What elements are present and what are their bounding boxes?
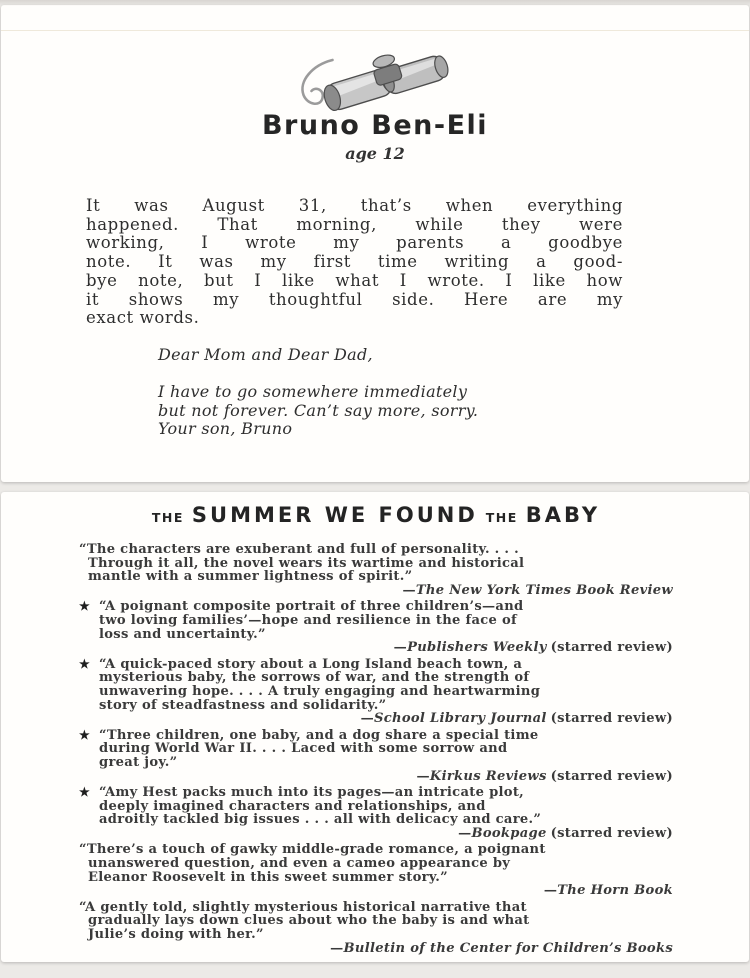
quote-line-text: unwavering hope. . . . A truly engaging and heartwarming	[99, 683, 541, 699]
review-quote	[79, 901, 673, 955]
binoculars-illustration	[293, 45, 458, 119]
quote-line-text: “There’s a touch of gawky middle-grade romance, a poignant	[79, 842, 546, 858]
quote-line-text: “A poignant composite portrait of three children’s—and	[99, 599, 524, 615]
quote-line-text: “Three children, one baby, and a dog share a special time	[99, 727, 539, 743]
review-quote	[79, 843, 673, 897]
quote-line-text: Eleanor Roosevelt in this sweet summer story.”	[88, 869, 448, 885]
quote-attribution	[79, 942, 673, 956]
star-icon: ★	[79, 599, 91, 614]
quote-line	[79, 671, 673, 685]
quote-attribution	[79, 584, 673, 598]
page-scan-edge	[1, 30, 749, 31]
attribution-dash: —	[458, 825, 472, 841]
top-shadow	[0, 0, 750, 6]
attribution-source: Publishers Weekly	[407, 640, 547, 656]
book-title	[1, 503, 749, 527]
attribution-source: Bookpage	[471, 825, 547, 841]
quote-line-text: “A quick-paced story about a Long Island beach town, a	[99, 656, 523, 672]
quote-line	[79, 658, 673, 672]
quote-line-text: gradually lays down clues about who the baby is and what	[88, 913, 530, 929]
page-card-chapter	[1, 5, 749, 482]
chapter-subtitle: age 12	[345, 144, 405, 163]
paragraph-line: It was August 31, that’s when everything	[86, 196, 623, 215]
quote-lines	[79, 600, 673, 641]
quote-line-text: Julie’s doing with her.”	[88, 927, 264, 943]
attribution-dash: —	[402, 582, 416, 598]
letter-line: I have to go somewhere immediately	[158, 382, 468, 402]
paragraph-line: exact words.	[86, 308, 200, 328]
paragraph-line: working, I wrote my parents a goodbye	[86, 233, 623, 253]
quote-line	[79, 685, 673, 699]
quote-line-text: Through it all, the novel wears its wartime and historical	[88, 555, 525, 571]
paragraph-line: note. It was my first time writing a good-	[86, 252, 623, 272]
review-quotes	[79, 543, 673, 955]
quote-lines	[79, 843, 673, 884]
quote-attribution	[79, 641, 673, 655]
quote-line	[79, 600, 673, 614]
quote-line-text: during World War II. . . . Laced with some sorrow and	[99, 741, 508, 757]
quote-attribution	[79, 884, 673, 898]
attribution-suffix: (starred review)	[550, 768, 673, 784]
quote-lines	[79, 729, 673, 770]
attribution-dash: —	[416, 768, 430, 784]
star-icon: ★	[79, 656, 91, 671]
quote-line	[79, 628, 673, 642]
quote-lines	[79, 901, 673, 942]
quote-attribution	[79, 827, 673, 841]
quote-line-text: great joy.”	[99, 754, 178, 770]
quote-line	[79, 543, 673, 557]
goodbye-note	[158, 346, 478, 439]
attribution-suffix: (starred review)	[550, 711, 673, 727]
chapter-paragraph	[86, 197, 623, 328]
quote-line-text: “A gently told, slightly mysterious historical narrative that	[79, 899, 527, 915]
quote-line	[79, 786, 673, 800]
attribution-source: Bulletin of the Center for Children’s Books	[343, 940, 673, 956]
quote-line	[79, 871, 673, 885]
review-quote	[79, 786, 673, 840]
chapter-title: Bruno Ben-Eli	[261, 110, 489, 141]
book-title-part: THE	[485, 510, 518, 525]
quote-line	[79, 699, 673, 713]
quote-line-text: deeply imagined characters and relationships, and	[99, 798, 486, 814]
attribution-source: Kirkus Reviews	[429, 768, 547, 784]
quote-line-text: story of steadfastness and solidarity.”	[99, 697, 387, 713]
review-quote	[79, 600, 673, 654]
review-quote	[79, 658, 673, 726]
quote-line	[79, 729, 673, 743]
quote-line-text: unanswered question, and even a cameo appearance by	[88, 856, 511, 872]
quote-attribution	[79, 712, 673, 726]
letter-line: but not forever. Can’t say more, sorry.	[158, 400, 479, 420]
book-title-part: BABY	[525, 503, 601, 527]
quote-line	[79, 614, 673, 628]
book-title-part: SUMMER WE FOUND	[191, 503, 478, 527]
attribution-dash: —	[360, 711, 374, 727]
star-icon: ★	[79, 727, 91, 742]
quote-lines	[79, 658, 673, 712]
attribution-source: The New York Times Book Review	[415, 582, 673, 598]
quote-line	[79, 901, 673, 915]
quote-line	[79, 570, 673, 584]
quote-line	[79, 756, 673, 770]
quote-line-text: “The characters are exuberant and full of personality. . . .	[79, 542, 519, 557]
quote-line-text: mysterious baby, the sorrows of war, and the strength of	[99, 670, 530, 686]
letter-body	[158, 383, 478, 439]
attribution-dash: —	[393, 640, 408, 656]
review-quote	[79, 543, 673, 597]
quote-line	[79, 857, 673, 871]
quote-line-text: adroitly tackled big issues . . . all with delicacy and care.”	[99, 812, 542, 828]
quote-line	[79, 800, 673, 814]
page-card-praise	[1, 492, 749, 962]
quote-lines	[79, 543, 673, 584]
paragraph-line: it shows my thoughtful side. Here are my	[86, 289, 623, 309]
star-icon: ★	[79, 785, 91, 800]
review-quote	[79, 729, 673, 783]
quote-line	[79, 843, 673, 857]
quote-line	[79, 742, 673, 756]
attribution-dash: —	[330, 940, 344, 956]
attribution-dash: —	[543, 883, 558, 899]
quote-line-text: two loving families’—hope and resilience in the face of	[99, 612, 517, 628]
quote-lines	[79, 786, 673, 827]
attribution-suffix: (starred review)	[550, 640, 673, 656]
quote-attribution	[79, 770, 673, 784]
book-title-part: THE	[151, 510, 184, 525]
letter-salutation: Dear Mom and Dear Dad,	[158, 345, 373, 364]
paragraph-line: happened. That morning, while they were	[86, 214, 623, 234]
attribution-source: School Library Journal	[373, 711, 547, 727]
quote-line	[79, 813, 673, 827]
quote-line	[79, 928, 673, 942]
quote-line-text: mantle with a summer lightness of spirit.”	[88, 569, 413, 585]
binoculars-icon	[293, 45, 458, 115]
attribution-suffix: (starred review)	[550, 825, 673, 841]
attribution-source: The Horn Book	[557, 883, 673, 899]
paragraph-line: bye note, but I like what I wrote. I like how	[86, 270, 623, 290]
quote-line-text: loss and uncertainty.”	[99, 626, 266, 642]
quote-line-text: “Amy Hest packs much into its pages—an intricate plot,	[99, 785, 525, 801]
quote-line	[79, 914, 673, 928]
letter-line: Your son, Bruno	[158, 419, 293, 439]
quote-line	[79, 557, 673, 571]
